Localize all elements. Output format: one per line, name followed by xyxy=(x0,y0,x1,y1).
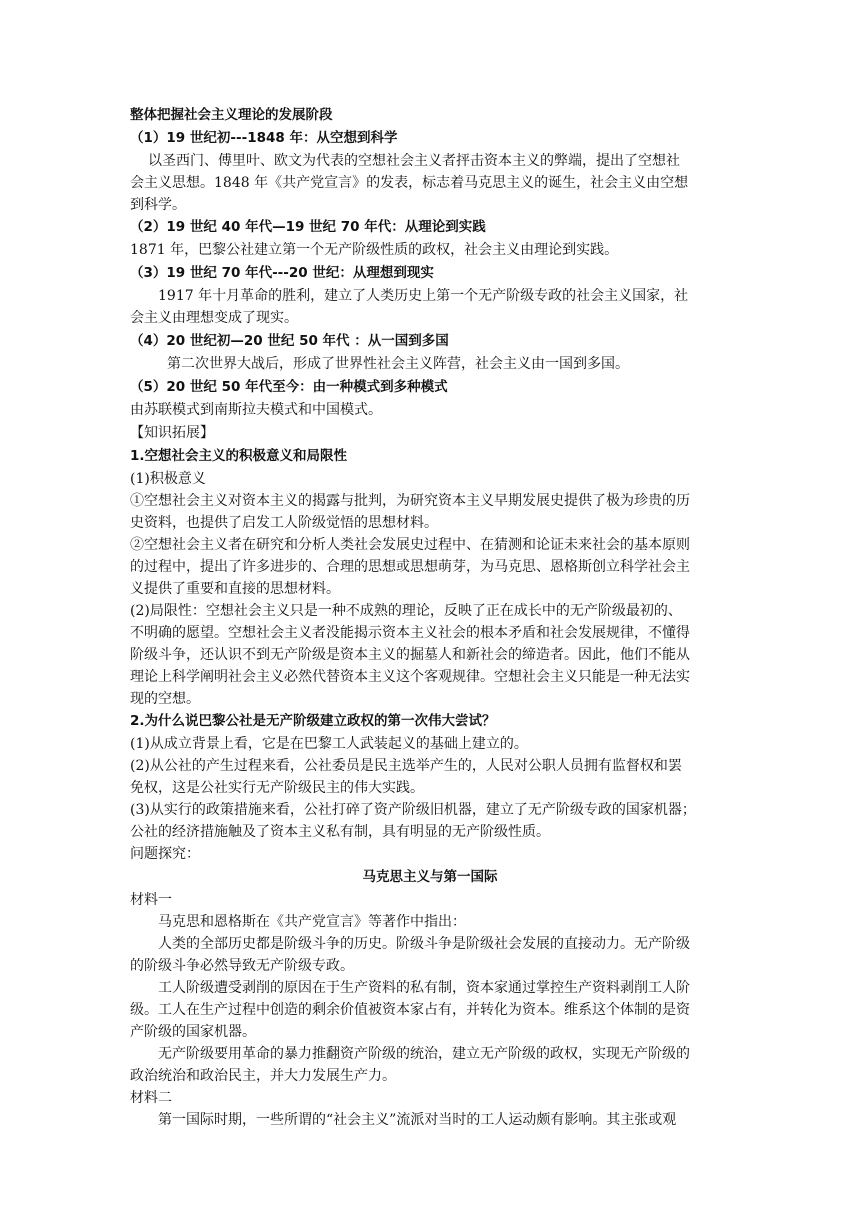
stage-3-heading: （3）19 世纪 70 年代---20 世纪：从理想到现实 xyxy=(130,265,434,281)
q1-text: (1)积极意义 xyxy=(130,471,206,487)
material-1-text: 无产阶级要用革命的暴力推翻资产阶级的统治，建立无产阶级的政权，实现无产阶级的 xyxy=(158,1046,690,1062)
material-2-text: 第一国际时期，一些所谓的“社会主义”流派对当时的工人运动颇有影响。其主张或观 xyxy=(158,1112,677,1128)
inquiry-label: 问题探究： xyxy=(130,846,200,862)
q1-text: ②空想社会主义者在研究和分析人类社会发展史过程中、在猜测和论证未来社会的基本原则 xyxy=(130,537,690,553)
stage-4-text: 第二次世界大战后，形成了世界性社会主义阵营，社会主义由一国到多国。 xyxy=(167,356,629,372)
q1-text: 理论上科学阐明社会主义必然代替资本主义这个客观规律。空想社会主义只能是一种无法实 xyxy=(130,669,690,685)
stage-2-heading: （2）19 世纪 40 年代—19 世纪 70 年代：从理论到实践 xyxy=(130,219,486,235)
inquiry-title: 马克思主义与第一国际 xyxy=(362,869,498,885)
stage-5-heading: （5）20 世纪 50 年代至今：由一种模式到多种模式 xyxy=(130,379,448,395)
material-1-text: 马克思和恩格斯在《共产党宣言》等著作中指出： xyxy=(158,914,466,930)
stage-1-text: 到科学。 xyxy=(130,197,186,213)
page-title: 整体把握社会主义理论的发展阶段 xyxy=(130,107,333,123)
knowledge-label: 【知识拓展】 xyxy=(130,425,214,441)
q2-text: 免权，这是公社实行无产阶级民主的伟大实践。 xyxy=(130,780,424,796)
stage-1-text: 会主义思想。1848 年《共产党宣言》的发表，标志着马克思主义的诞生，社会主义由空想 xyxy=(130,175,689,191)
material-1-text: 产阶级的国家机器。 xyxy=(130,1024,256,1040)
q1-text: 义提供了重要和直接的思想材料。 xyxy=(130,581,340,597)
stage-2-text: 1871 年，巴黎公社建立第一个无产阶级性质的政权，社会主义由理论到实践。 xyxy=(130,242,619,258)
q1-text: 的过程中，提出了许多进步的、合理的思想或思想萌芽，为马克思、恩格斯创立科学社会主 xyxy=(130,559,690,575)
stage-1-text: 以圣西门、傅里叶、欧文为代表的空想社会主义者抨击资本主义的弊端，提出了空想社 xyxy=(148,153,680,169)
q1-text: (2)局限性：空想社会主义只是一种不成熟的理论，反映了正在成长中的无产阶级最初的、 xyxy=(130,603,682,619)
material-1-text: 的阶级斗争必然导致无产阶级专政。 xyxy=(130,958,354,974)
q1-heading: 1.空想社会主义的积极意义和局限性 xyxy=(130,448,348,464)
q2-text: 公社的经济措施触及了资本主义私有制，具有明显的无产阶级性质。 xyxy=(130,824,550,840)
q2-text: (3)从实行的政策措施来看，公社打碎了资产阶级旧机器，建立了无产阶级专政的国家机器； xyxy=(130,802,696,818)
q2-text: (2)从公社的产生过程来看，公社委员是民主选举产生的，人民对公职人员拥有监督权和罢 xyxy=(130,758,682,774)
q1-text: 史资料，也提供了启发工人阶级觉悟的思想材料。 xyxy=(130,515,438,531)
material-1-text: 级。工人在生产过程中创造的剩余价值被资本家占有，并转化为资本。维系这个体制的是资 xyxy=(130,1002,690,1018)
q1-text: 不明确的愿望。空想社会主义者没能揭示资本主义社会的根本矛盾和社会发展规律，不懂得 xyxy=(130,625,690,641)
stage-3-text: 会主义由理想变成了现实。 xyxy=(130,310,298,326)
q1-text: 现的空想。 xyxy=(130,691,200,707)
material-1-label: 材料一 xyxy=(130,892,172,908)
q1-text: ①空想社会主义对资本主义的揭露与批判，为研究资本主义早期发展史提供了极为珍贵的历 xyxy=(130,493,690,509)
material-2-label: 材料二 xyxy=(130,1090,172,1106)
material-1-text: 政治统治和政治民主，并大力发展生产力。 xyxy=(130,1068,396,1084)
stage-5-text: 由苏联模式到南斯拉夫模式和中国模式。 xyxy=(130,402,382,418)
q2-heading: 2.为什么说巴黎公社是无产阶级建立政权的第一次伟大尝试？ xyxy=(130,713,496,729)
material-1-text: 工人阶级遭受剥削的原因在于生产资料的私有制，资本家通过掌控生产资料剥削工人阶 xyxy=(158,980,690,996)
q2-text: (1)从成立背景上看，它是在巴黎工人武装起义的基础上建立的。 xyxy=(130,736,528,752)
q1-text: 阶级斗争，还认识不到无产阶级是资本主义的掘墓人和新社会的缔造者。因此，他们不能从 xyxy=(130,647,690,663)
material-1-text: 人类的全部历史都是阶级斗争的历史。阶级斗争是阶级社会发展的直接动力。无产阶级 xyxy=(158,936,690,952)
stage-1-heading: （1）19 世纪初---1848 年：从空想到科学 xyxy=(130,130,398,146)
stage-4-heading: （4）20 世纪初—20 世纪 50 年代 ：从一国到多国 xyxy=(130,333,449,349)
stage-3-text: 1917 年十月革命的胜利，建立了人类历史上第一个无产阶级专政的社会主义国家，社 xyxy=(158,288,689,304)
